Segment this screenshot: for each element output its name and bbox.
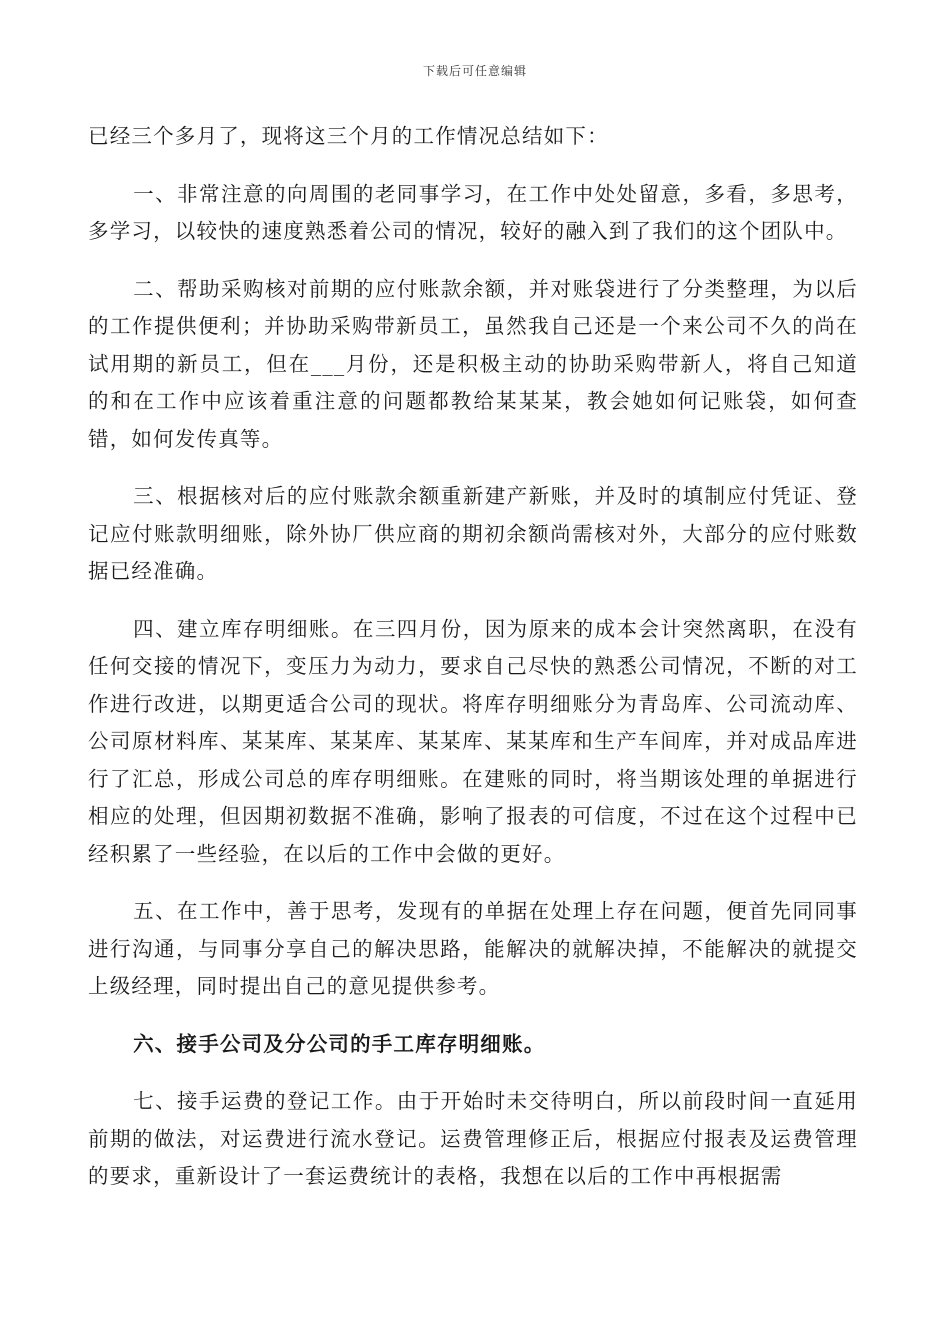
paragraph-item-3: 三、根据核对后的应付账款余额重新建产新账，并及时的填制应付凭证、登记应付账款明细账，除外协厂供应商的期初余额尚需核对外，大部分的应付账数据已经准确。 [88,484,858,583]
paragraph-item-4: 四、建立库存明细账。在三四月份，因为原来的成本会计突然离职，在没有任何交接的情况下，变压力为动力，要求自己尽快的熟悉公司情况，不断的对工作进行改进，以期更适合公司的现状。将库存明细账分为青岛库、公司流动库、公司原材料库、某某库、某某库、某某库、某某库和生产车间库，并对成品库进行了汇总，形成公司总的库存明细账。在建账的同时，将当期该处理的单据进行相应的处理，但因期初数据不准确，影响了报表的可信度，不过在这个过程中已经积累了一些经验，在以后的工作中会做的更好。 [88,616,858,866]
page-header: 下载后可任意编辑 [422,64,527,78]
paragraph-item-5: 五、在工作中，善于思考，发现有的单据在处理上存在问题，便首先同同事进行沟通，与同事分享自己的解决思路，能解决的就解决掉，不能解决的就提交上级经理，同时提出自己的意见提供参考。 [88,899,858,998]
paragraph-item-1: 一、非常注意的向周围的老同事学习，在工作中处处留意，多看，多思考，多学习，以较快的速度熟悉着公司的情况，较好的融入到了我们的这个团队中。 [88,181,858,243]
paragraph-item-7: 七、接手运费的登记工作。由于开始时未交待明白，所以前段时间一直延用前期的做法，对运费进行流水登记。运费管理修正后，根据应付报表及运费管理的要求，重新设计了一套运费统计的表格，我想在以后的工作中再根据需 [88,1089,858,1188]
paragraph-item-6: 六、接手公司及分公司的手工库存明细账。 [133,1031,546,1056]
paragraph-intro: 已经三个多月了，现将这三个月的工作情况总结如下： [88,124,609,148]
document-body [88,118,858,1216]
paragraph-item-2: 二、帮助采购核对前期的应付账款余额，并对账袋进行了分类整理，为以后的工作提供便利；并协助采购带新员工，虽然我自己还是一个来公司不久的尚在试用期的新员工，但在___月份，还是积极主动的协助采购带新人，将自己知道的和在工作中应该着重注意的问题都教给某某某，教会她如何记账袋，如何查错，如何发传真等。 [88,276,858,451]
